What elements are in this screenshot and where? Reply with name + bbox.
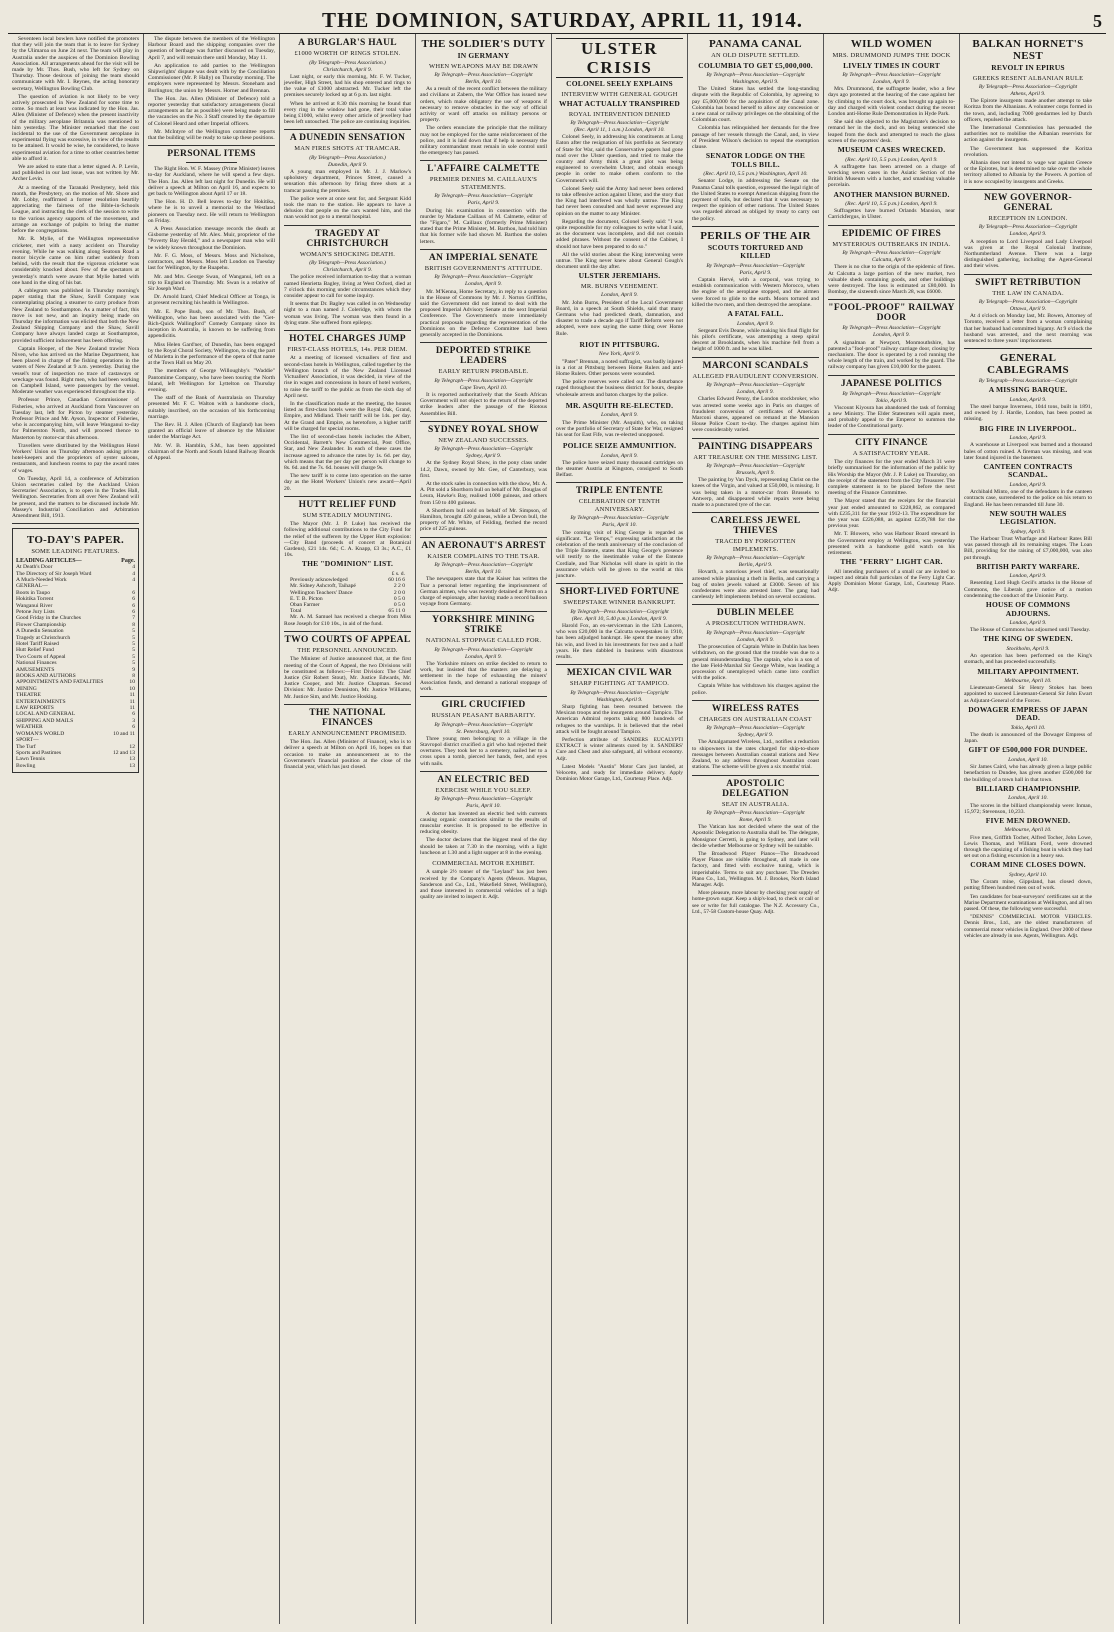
paragraph: Mr. McIntyre of the Wellington committee reports that the building will be ready to take up these positions. <box>148 128 275 142</box>
toc-row: Hotel Tariff Raised 5 <box>16 641 135 648</box>
article-soldier: THE SOLDIER'S DUTY IN GERMANY WHEN WEAPONS MAY BE DRAWN By Telegraph—Press Association—Copyright Berlin, April 10. As a result of the recent conflict between the military and civilians at Zabern, the War Office has issued new orders, which make obligatory the use of weapons if necessary to remove obstacles in the way of official activity or ward off attacks on military persons or property. The orders enunciate the principle that the military may not be employed for the same reinforcement of the police, and it is laid down that if help is necessary the military commandant must remain in sole control until the emergency has passed. <box>420 38 547 157</box>
paragraph: At a meeting of the Taranaki Presbytery, held this month, the Presbytery, on the motion of Mr. Shore and Mr. Lobby, reaffirmed a former resolution heartily appreciating the fairness of the Bible-in-Schools League, and instructing the clerk of the session to write to the various agency supports of the movement, and arrange an exchange of pulpits to bring the matter before the congregations. <box>12 184 139 235</box>
article-headline: PERSONAL ITEMS <box>167 149 256 160</box>
article-headline: BALKAN HORNET'S NEST <box>972 38 1084 62</box>
cablegram-item: GIFT OF £500,000 FOR DUNDEE. London, April 10. Sir James Caird, who has already given a large public benefaction to Dundee, has given another £500,000 for the building of a town hall in that town. <box>964 745 1092 783</box>
column-1 <box>8 34 144 1624</box>
fund-row: Mr. Sidney Ashcroft, Taihapé 2 2 0 <box>290 583 405 590</box>
cablegram-item: BIG FIRE IN LIVERPOOL. London, April 9. A warehouse at Liverpool was burned and a thousand bales of cotton ruined. A fireman was missing, and was later found injured in the basement. <box>964 423 1092 461</box>
toc-row: Bowling 13 <box>16 762 135 769</box>
fund-row: Wellington Teachers' Dance 2 0 0 <box>290 589 405 596</box>
article-crucified: GIRL CRUCIFIED RUSSIAN PEASANT BARBARITY. By Telegraph—Press Association—Copyright St. Petersburg, April 10. Three young men belonging to a village in the Stavropol district crucified a girl who had rejected their overtures. They took her to a cemetery, nailed her to a cross upon a tomb, pierced her hands, feet, and eyes with nails. <box>420 700 547 767</box>
paragraph: The members of George Willoughby's "Waddie" Pantomime Company, who have been touring the North Island, left Wellington for Lyttelton on Thursday evening. <box>148 368 275 393</box>
toc-row: Hutt Relief Fund 5 <box>16 647 135 654</box>
toc-row: WOMAN'S WORLD 10 and 11 <box>16 730 135 737</box>
cablegram-item: BRITISH PARTY WARFARE. London, April 9. Resenting Lord Hugh Cecil's attacks in the House of Commons, the Liberals gave notice of a motion condemning the conduct of the Unionist Party. <box>964 561 1092 599</box>
toc-row: THEATRE 11 <box>16 692 135 699</box>
toc-row: Hokitika Torrent 6 <box>16 596 135 603</box>
article-senate: AN IMPERIAL SENATE BRITISH GOVERNMENT'S ATTITUDE. By Telegraph—Press Association—Copyright London, April 9. Mr. M'Kenna, Home Secretary, in reply to a question in the House of Commons by Mr. J. Norton Griffiths, said the Government did not intend to deal with the proposed Imperial Advisory Senate at the next Imperial Conference. The Government's more immediately practical proposals regarding the representation of the Dominions on the Defence Committee had been generally accepted in the Dominions. <box>420 252 547 338</box>
article-railway-door: "FOOL-PROOF" RAILWAY DOOR By Telegraph—Press Association—Copyright London, April 9. A signalman at Newport, Monmouthshire, has patented a "fool-proof" railway carriage door, closing by mechanism. The door is operated by a rod running the whole length of the train, and worked by the guard. The railway company has given £10,000 for the patent. <box>828 303 955 371</box>
advertisement: COMMERCIAL MOTOR EXHIBIT. A sample 2½ tonner of the "Leyland" has just been received by the Company's Agents (Messrs. Magnus, Sanderson and Co., Ltd., Wakefield Street, Wellington), and those interested in commercial vehicles of a high quality are invited to inspect it. Adjt. <box>420 859 547 901</box>
advertisement: All intending purchasers of a small car are invited to inspect and obtain full particulars of the Ferry Light Car. Apply Dominion Motor Garage, Ltd., Courtenay Place. Adjt. <box>828 568 955 594</box>
article-headline: GENERAL CABLEGRAMS <box>987 352 1069 377</box>
masthead <box>8 6 1106 34</box>
article-balkan: BALKAN HORNET'S NEST REVOLT IN EPIRUS GREEKS RESENT ALBANIAN RULE By Telegraph—Press Association—Copyright Athens, April 9. The Epirote insurgents made another attempt to take Koritza from the Albanians. A volunteer corps formed in the town, and, including 7000 gendarmes led by Dutch officers, repulsed the attack. The International Commission has persuaded the authorities not to mobilise the Albanian reservists for action against the insurgents. The Government has suppressed the Koritza revolution. Albania does not intend to wage war against Greece or the Epirotes, but is determined to take over the whole territory allotted to Albania by the Powers. A portion of it is now occupied by insurgents and Greeks. <box>964 38 1092 185</box>
article-headline: THE NATIONAL FINANCES <box>309 707 386 728</box>
article-jewel-thieves: CARELESS JEWEL THIEVES TRACED BY FORGOTTEN IMPLEMENTS. By Telegraph—Press Association—Copyright Berlin, April 9. Hovarth, a notorious jewel thief, was sensationally arrested while planning a theft in Berlin, and carrying a bag of stolen jewels valued at £3000. Seven of his confederates were also arrested later. The gang had carelessly left implements behind on several occasions. <box>692 516 819 601</box>
article-ulster: ULSTER CRISIS COLONEL SEELY EXPLAINS INTERVIEW WITH GENERAL GOUGH WHAT ACTUALLY TRANSPIRED ROYAL INTERVENTION DENIED By Telegraph—Press Association—Copyright (Rec. April 11, 1 a.m.) London, April 10. Colonel Seely, in addressing his constituents at Long Eaton after the resignation of his portfolio as Secretary of State for War, said the Conservative papers had gone mad over the Ulster question, and tried to make the country and Army think a great plot was being engineered to overwhelm Ulster, and obtain enough people in order to make others conform to the Government's will. Colonel Seely said the Army had never been ordered to take offensive action against Ulster, and the story that the King had interfered was wholly untrue. The King had never been consulted and had never expressed any opinion on the matter to any Minister. Regarding the document, Colonel Seely said: "I was quite responsible for my colleagues to write what I said, as the document was incomplete, and did not contain added phrases. Without the consent of the Cabinet, I should not have been prepared to do so." All the wild stories about the King intervening were untrue. The King never knew about General Gough's document until the day after. ULSTER JEREMIAHS. MR. BURNS VEHEMENT. London, April 9. Mr. John Burns, President of the Local Government Board, in a speech at South Shields, said that many Germans who had predicted death, damnation, and disaster to trade a decade ago if Tariff Reform were not adopted, were now saying the same thing over Home Rule. <box>556 39 683 337</box>
paragraph: Mr. and Mrs. George Swan, of Wanganui, left on a trip to England on Thursday. Mr. Swan is a relative of Sir Joseph Ward. <box>148 273 275 292</box>
article-governor: NEW GOVERNOR-GENERAL RECEPTION IN LONDON. By Telegraph—Press Association—Copyright London, April 9. A reception to Lord Liverpool and Lady Liverpool was given at the Royal Colonial Institute, Northumberland Avenue. There was a large distinguished gathering, including the Agent-General and their wives. <box>964 192 1092 270</box>
article-apostolic: APOSTOLIC DELEGATION SEAT IN AUSTRALIA. By Telegraph—Press Association—Copyright Rome, April 9. The Vatican has not decided where the seat of the Apostolic Delegation to Australia shall be. The delegate, Monsignor Cerretti, is going to Sydney, and later will decide whether Melbourne or Sydney will be suitable. The Broadwood Player Pianos—The Broadwood Player Pianos are visible throughout, all made in one factory, and fitted with exclusive tuning, which is imperishable. Terms to suit any purchaser. The Dresden Piano Co., Ltd., Wellington. M. J. Brookes, North Island Manager. Adjt. More pleasure, more labour by checking your supply of home-grown sugar. Keep a ship's-load, to check or call or see or write for full catalogue. The N.Z. Accessory Co., Ltd., 57-58 Custom-house Quay. Adjt. <box>692 778 819 915</box>
article-headline: DEPORTED STRIKE LEADERS <box>435 346 532 367</box>
article-entente: TRIPLE ENTENTE CELEBRATION OF TENTH ANNIVERSARY. By Telegraph—Press Association—Copyright Paris, April 10. The coming visit of King George is regarded as significant. "Le Temps," expressing satisfaction at the celebration of the tenth anniversary of the conclusion of the Triple Entente, states that King George's presence will testify to the inestimable value of the Entente Cordiale, and Tsar Nicholas will share in spirit in the assurance which will be given to the world at this juncture. <box>556 486 683 580</box>
article-headline: AN AERONAUT'S ARREST <box>421 540 546 551</box>
toc-row: The Turf 12 <box>16 743 135 750</box>
cablegram-item: CANTEEN CONTRACTS SCANDAL. London, April 9. Archibald Minto, one of the defendants in the canteen contracts case, surrendered to the police on his return to England. He has been remanded till June 30. <box>964 461 1092 508</box>
article-headline: HUTT RELIEF FUND <box>298 499 397 510</box>
shipping-news <box>148 36 275 141</box>
toc-row: Good Friday in the Churches 7 <box>16 615 135 622</box>
toc-row: Petone Jury Lists 6 <box>16 608 135 615</box>
toc-row: LOCAL AND GENERAL 6 <box>16 711 135 718</box>
fund-row: Oban Farmer 0 5 0 <box>290 601 405 608</box>
todays-paper-subtitle: SOME LEADING FEATURES. <box>31 548 120 556</box>
toc-row: AMUSEMENTS 9 <box>16 666 135 673</box>
article-calmette: L'AFFAIRE CALMETTE PREMIER DENIES M. CAILLAUX'S STATEMENTS. By Telegraph—Press Association—Copyright Paris, April 9. During his examination in connection with the murder by Madame Caillaux of M. Calmette, editor of the "Figaro," M. Caillaux (formerly Prime Minister) stated that the Prime Minister, M. Barthou, had told him that his former wife had shown M. Barthou the stolen letters. <box>420 164 547 245</box>
article-headline: JAPANESE POLITICS <box>840 378 943 389</box>
advertisement: The Broadwood Player Pianos—The Broadwood Player Pianos are visible throughout, all made in one factory, and fitted with exclusive tuning, which is imperishable. Terms to suit any purchaser. The Dresden Piano Co., Ltd., Wellington. M. J. Brookes, North Island Manager. Adjt. <box>692 851 819 889</box>
article-retribution: SWIFT RETRIBUTION THE LAW IN CANADA. By Telegraph—Press Association—Copyright Ottawa, April 9. At 4 o'clock on Monday last, Mr. Bowen, Attorney of Toronto, received a letter from a woman complaining that her husband had committed bigamy. At 9 o'clock the husband was arrested, and the next morning was sentenced to three years' imprisonment. <box>964 277 1092 345</box>
fund-row: Previously acknowledged 60 16 6 <box>290 577 405 584</box>
article-yorkshire: YORKSHIRE MINING STRIKE NATIONAL STOPPAGE CALLED FOR. By Telegraph—Press Association—Copyright London, April 9. The Yorkshire miners on strike decided to return to work, but insisted that the masters are delaying a settlement in the hope of exhausting the miners' Association funds, and demand a national stoppage of work. <box>420 615 547 692</box>
article-japanese: JAPANESE POLITICS By Telegraph—Press Association—Copyright Tokio, April 9. Viscount Kiyoura has abandoned the task of forming a new Ministry. The Elder Statesmen will again meet, and probably appeal to the Emperor to summon the leader of the Constitutional party. <box>828 378 955 430</box>
article-headline: CARELESS JEWEL THIEVES <box>710 516 801 537</box>
paragraph: Travellers were distributed by the Wellington Hotel Workers' Union on Thursday afternoon asking private hotel-keepers and the proprietors of oyster saloons, restaurants, and luncheon rooms to pay the award rates of wages. <box>12 442 139 474</box>
divider <box>12 523 139 524</box>
article-hutt-fund: HUTT RELIEF FUND SUM STEADILY MOUNTING. The Mayor (Mr. J. P. Luke) has received the following additional contributions to the City Fund for the relief of the sufferers by the Upper Hutt explosion:—City Band (proceeds of concert at Botanical Gardens), £21 14s. 6d.; C. A. Knapp, £3 3s.; A.C., £1 10s. THE "DOMINION" LIST. £ s. d. Previously acknowledged 60 16 6 Mr. Sidney Ashcroft, Taihapé 2 2 0 Wellington Teachers' Dance 2 0 0 E. T. B. Picton 0 5 0 Oban Farmer 0 5 0 Total 65 11 0 Mr. A. M. Samuel has received a cheque from Miss Rose Joseph for £10 10s., in aid of the fund. <box>284 499 411 627</box>
masthead-title: THE DOMINION, SATURDAY, APRIL 11, 1914. <box>321 8 804 32</box>
article-personal-items <box>148 149 275 461</box>
article-headline: DUBLIN MELEE <box>716 608 795 619</box>
article-police: POLICE SEIZE AMMUNITION. London, April 9. The police have seized many thousand cartridges on the steamer Austria at Kingston, consigned to South Belfast. <box>556 441 683 479</box>
advertisement: "DENNIS" COMMERCIAL MOTOR VEHICLES. Dennis Bros., Ltd., are the oldest manufacturers of commercial motor vehicles in England. Over 2000 of these vehicles are already in use. Agents, Wellington. Adjt. <box>964 914 1092 939</box>
paragraph: On Tuesday, April 14, a conference of Arbitration Union secretaries called by the Auckland Union Secretaries' Association, is to open in the Trades Hall, Wellington. Secretaries from all over New Zealand will be present, and the matters to be discussed include Mr. Massey's Industrial Conciliation and Arbitration Amendment Bill, 1913. <box>12 475 139 520</box>
article-wild-women: WILD WOMEN MRS. DRUMMOND JUMPS THE DOCK LIVELY TIMES IN COURT By Telegraph—Press Association—Copyright London, April 9. Mrs. Drummond, the suffragette leader, who a few days ago protested at the hearing of the case against her by climbing to the court dock, was brought up again to-day and charged with violent conduct during the recent London anti-Home Rule Demonstration in Hyde Park. She said she objected to the Magistrate's decision to remand her in the dock, and on being sentenced she leaped from the dock and attempted to reach the glass screen of the reporters' desk. MUSEUM CASES WRECKED. (Rec. April 10, 5.5 p.m.) London, April 9. A suffragette has been arrested on a charge of wrecking seven cases in the Asiatic Section of the British Museum with a hatchet, and smashing valuable porcelain. ANOTHER MANSION BURNED. (Rec. April 10, 5.5 p.m.) London, April 9. Suffragettes have burned Orlands Mansion, near Carrickfergus, in Ulster. <box>828 38 955 221</box>
advertisement: More pleasure, more labour by checking your supply of home-grown sugar. Keep a ship's-load, to check or call or see or write for full catalogue. The N.Z. Accessory Co., Ltd., 57-58 Custom-house Quay. Adjt. <box>692 890 819 915</box>
todays-paper-box <box>12 528 139 773</box>
article-headline: GIRL CRUCIFIED <box>441 700 526 711</box>
article-dublin: DUBLIN MELEE A PROSECUTION WITHDRAWN. By Telegraph—Press Association—Copyright London, April 9. The prosecution of Captain White in Dublin has been withdrawn, on the ground that the trouble was due to a general misunderstanding. The captain, who is a son of the late Field-Marshal Sir George White, was leading a procession of unemployed which came into conflict with the police. Captain White has withdrawn his charges against the police. <box>692 608 819 696</box>
fund-list <box>284 577 411 614</box>
article-headline: TRAGEDY AT CHRISTCHURCH <box>306 228 389 249</box>
paragraph: Mr. R. Mylie, of the Wellington representative cricketer, met with a nasty accident on Thursday evening. While he was walking along Seatoun Road a motor bicycle came on him rather suddenly from behind, with the result that the vigorous cricketer was considerably knocked about. Few of the spectators at yesterday's match were aware that Mylie batted with one hand in the sling of his bat. <box>12 236 139 286</box>
paragraph: A Press Association message records the death at Gisborne yesterday of Mr. Alex. Muir, proprietor of the "Poverty Bay Herald," and a newspaper man who will be widely known throughout the Dominion. <box>148 226 275 251</box>
paragraph: Miss Helen Gard'ner, of Dunedin, has been engaged by the Royal Choral Society, Wellington, to sing the part of Marietta in the performance of the opera of that name at the Town Hall on May 20. <box>148 341 275 367</box>
todays-paper-title: TO-DAY'S PAPER. <box>26 534 125 547</box>
article-headline: AN ELECTRIC BED <box>437 774 530 785</box>
paragraph: A cablegram was published in Thursday morning's paper stating that the Shaw, Savill Company was contemplating placing a steamer to carry produce from New Zealand to Southampton. As a matter of fact, this move is not new, and an inquiry being made on Thursday the information was elicited that both the New Zealand Shipping Company and the Shaw, Savill Company have always landed cargo at Southampton, provided sufficient inducement has been offering. <box>12 287 139 344</box>
paragraph: Mr. E. Pope Bush, son of Mr. Thos. Bush, of Wellington, who has been associated with the "Get-Rich-Quick Wallingford" Comedy Company since its inception in Australia, is known to be suffering from appendicitis. <box>148 308 275 340</box>
article-tragedy: TRAGEDY AT CHRISTCHURCH WOMAN'S SHOCKING DEATH. (By Telegraph—Press Association.) Christchurch, April 9. The police received information to-day that a woman named Henrietta Bagley, living at West Oxford, died at 7 o'clock this morning under circumstances which they consider appear to call for some inquiry. It seems that Dr. Bagley was called in on Wednesday night to a man named J. Coleridge, with whom the woman was living. The woman was then found in a dying state. She suffered from epilepsy. <box>284 228 411 326</box>
columns <box>8 34 1106 1624</box>
article-marconi: MARCONI SCANDALS ALLEGED FRAUDULENT CONVERSION. By Telegraph—Press Association—Copyright London, April 9. Charles Edward Penny, the London stockbroker, who was arrested some weeks ago in Paris on charges of fraudulent conversion of certificates of American Marconi shares, appeared on remand at the Mansion House Police Court to-day. The charges against him were considerably varied. <box>692 360 819 434</box>
fund-row: E. T. B. Picton 0 5 0 <box>290 595 405 602</box>
article-headline: WIRELESS RATES <box>711 703 800 714</box>
toc-row: A Much-Needed Work 4 <box>16 576 135 583</box>
cablegram-item: FIVE MEN DROWNED. Melbourne, April 10. Five men, Griffith Tocher, Alfred Tocher, John Lowe, Lewis Thomas, and William Ford, were drowned through the capsizing of a fishing boat in which they had set out on a fishing excursion in a heavy sea. <box>964 815 1092 860</box>
paragraph: Mr. W. B. Hamblin, S.M., has been appointed chairman of the North and South Island Railway Boards of Appeal. <box>148 442 275 461</box>
article-headline: YORKSHIRE MINING STRIKE <box>432 615 535 636</box>
toc-row: SPORT— <box>16 737 39 744</box>
toc-row: Sports and Pastimes 12 and 13 <box>16 749 135 756</box>
article-asquith: MR. ASQUITH RE-ELECTED. London, April 9. The Prime Minister (Mr. Asquith), who, on taking over the portfolio of Secretary of State for War, resigned his seat for East Fife, was re-elected unopposed. <box>556 400 683 438</box>
article-mexican: MEXICAN CIVIL WAR SHARP FIGHTING AT TAMPICO. By Telegraph—Press Association—Copyright Washington, April 9. Sharp fighting has been resumed between the Mexican troops and the insurgents around Tampico. The American Admiral reports taking 800 hundreds of refugees to the warships. It is believed that the rebel attack will be fought around Tampico. Perfection attribute of SANDERS EUCALYPTI EXTRACT is winter ailments cured by it. SANDERS' Cure and Chest and also safeguard, all without economy. Adjt. Latest Models "Austin" Motor Cars just landed, at Velocette, and ready for immediate delivery. Apply Dominion Motor Garage, Ltd., Courtenay Place. Adjt. <box>556 668 683 783</box>
paragraph: The Rev. H. J. Allen (Church of England) has been granted an official leave of absence by the Minister under the Marriage Act. <box>148 421 275 441</box>
toc-row: GENERAL— <box>16 583 48 590</box>
toc-row: WEATHER 6 <box>16 724 135 731</box>
toc-row: A Dunedin Sensation 5 <box>16 628 135 635</box>
paragraph: Seventeen local bowlers have notified the promoters that they will join the team that is to leave for Sydney by the Ulimaroa on June 24 next. The team will play in Australia under the auspices of the Dominion Bowling Association. All arrangements ahead for the visit will be made by Mr. Thos. Bush, who left for Sydney on Thursday. Those desirous of joining the team should communicate with Mr. I. Reynes, the acting honorary secretary, Wellington Bowling Club. <box>12 36 139 92</box>
article-electric-bed: AN ELECTRIC BED EXERCISE WHILE YOU SLEEP. By Telegraph—Press Association—Copyright Paris, April 10. A doctor has invented an electric bed with currents causing organic contractions similar to the results of muscular exercise. It is proposed to be effective in reducing obesity. The doctor declares that the biggest meal of the day should be taken at 7.30 in the morning, with a light luncheon at 1.30 and a light supper at 8 in the evening. <box>420 774 547 856</box>
page-number: 5 <box>1093 11 1102 31</box>
article-headline: SWIFT RETRIBUTION <box>975 277 1081 288</box>
article-dunedin: A DUNEDIN SENSATION MAN FIRES SHOTS AT TRAMCAR. (By Telegraph—Press Association.) Dunedin, April 9. A young man employed in Mr. J. J. Marlow's upholstery department, Princes Street, caused a sensation this afternoon by firing three shots at a tramcar passing the premises. The police were at once sent for, and Sergeant Kidd took the man to the station. He appears to have a delusion that people on the cars wanted him, and the man would not go to a mental hospital. <box>284 133 411 221</box>
article-royal-show: SYDNEY ROYAL SHOW NEW ZEALAND SUCCESSES. By Telegraph—Press Association—Copyright Sydney, April 9. At the Sydney Royal Show, in the pony class under 14.2, Dawn, owned by Mr. Gee, of Canterbury, was first. At the stock sales in connection with the show, Mr. A. A. Pitt sold a Shorthorn bull on behalf of Mr. Douglas of Leura, Hawke's Bay, realised 1000 guineas, and others from 150 to 400 guineas. A Shorthorn bull sold on behalf of Mr. Simpson, of Hamilton, brought 420 guineas, while a Devon bull, the property of Mr. White, of Feilding, fetched the record price of 225 guineas. <box>420 424 547 533</box>
article-headline: L'AFFAIRE CALMETTE <box>427 164 540 175</box>
article-cablegrams: GENERAL CABLEGRAMS By Telegraph—Press Association—Copyright A MISSING BARQUE. London, April 9. The steel barque Inverness, 1044 tons, built in 1891, and owned by J. Hardie, London, has been posted as missing. BIG FIRE IN LIVERPOOL. London, April 9. A warehouse at Liverpool was burned and a thousand bales of cotton ruined. A fireman was missing, and was later found injured in the basement. CANTEEN CONTRACTS SCANDAL. London, April 9. Archibald Minto, one of the defendants in the canteen contracts case, surrendered to the police on his return to England. He has been remanded till June 30. NEW SOUTH WALES LEGISLATION. Sydney, April 9. The Harbour Trust Wharfage and Harbour Rates Bill was passed through all its remaining stages. The Loan Bill, providing for the raising of £7,000,000, was also put through. BRITISH PARTY WARFARE. London, April 9. Resenting Lord Hugh Cecil's attacks in the House of Commons, the Liberals gave notice of a motion condemning the conduct of the Unionist Party. HOUSE OF COMMONS ADJOURNS. London, April 9. The House of Commons has adjourned until Tuesday. THE KING OF SWEDEN. Stockholm, April 9. An operation has been performed on the King's stomach, and has proceeded successfully. MILITARY APPOINTMENT. Melbourne, April 10. Lieutenant-General Sir Henry Stokes has been appointed to succeed Lieutenant-General Sir John Ewart as Adjutant-General of the Forces. DOWAGER EMPRESS OF JAPAN DEAD. Tokio, April 10. The death is announced of the Dowager Empress of Japan. GIFT OF £500,000 FOR DUNDEE. London, April 10. Sir James Caird, who has already given a large public benefaction to Dundee, has given another £500,000 for the building of a town hall in that town. BILLIARD CHAMPIONSHIP. London, April 10. The scores in the billiard championship were: Inman, 15,972; Stevenson, 10,233. FIVE MEN DROWNED. Melbourne, April 10. Five men, Griffith Tocher, Alfred Tocher, John Lowe, Lewis Thomas, and William Ford, were drowned through the capsizing of a fishing boat in which they had set out on a fishing excursion in a heavy sea. CORAM MINE CLOSES DOWN. Sydney, April 10. The Coram mine, Gippsland, has closed down, putting fifteen hundred men out of work. Ten candidates for boat-surveyors' certificates sat at the Marine Department examinations at Wellington, and all ten passed. Of these, the following were successful. "DENNIS" COMMERCIAL MOTOR VEHICLES. Dennis Bros., Ltd., are the oldest manufacturers of commercial motor vehicles in England. Over 2000 of these vehicles are already in use. Agents, Wellington. Adjt. <box>964 352 1092 939</box>
article-headline: A BURGLAR'S HAUL <box>298 38 397 48</box>
paragraph: The dispute between the members of the Wellington Harbour Board and the shipping companies over the question of berthage was further discussed on Tuesday, April 7, and will remain there until Monday, May 11. <box>148 36 275 61</box>
article-aeronaut: AN AERONAUT'S ARREST KAISER COMPLAINS TO THE TSAR. By Telegraph—Press Association—Copyright Berlin, April 10. The newspapers state that the Kaiser has written the Tsar a personal letter regarding the imprisonment of German airmen, who was recently detained at Perm on a charge of espionage, after having made a record balloon voyage from Germany. <box>420 540 547 608</box>
article-wireless: WIRELESS RATES CHARGES ON AUSTRALIAN COAST By Telegraph—Press Association—Copyright Sydney, April 9. The Amalgamated Wireless, Ltd., notifies a reduction to shipowners in the rates charged for ship-to-shore messages between Australian coastal stations and New Zealand, to any address throughout Australian coast stations. The scheme will be given a six months' trial. <box>692 703 819 771</box>
toc-row: Lawn Tennis 13 <box>16 756 135 763</box>
paragraph: The Hon. Jas. Allen (Minister of Defence) told a reporter yesterday that satisfactory arrangements (local arrangements as far as possible) were being made to fill the vacancies on the No. 3 Staff created by the departure of Colonel Heard and other Imperial officers. <box>148 95 275 127</box>
article-fires: EPIDEMIC OF FIRES MYSTERIOUS OUTBREAKS IN INDIA. By Telegraph—Press Association—Copyright Calcutta, April 9. There is no clue to the origin of the epidemic of fires. At Calcutta a large portion of the new market, two valuable sheds containing goods, and other buildings were destroyed. The loss is estimated at £80,000. In Bombay, the sixteenth since March 28, was £6000. <box>828 228 955 296</box>
column-7 <box>824 34 960 1624</box>
toc-row: National Finances 5 <box>16 660 135 667</box>
toc-row: At Death's Door 4 <box>16 564 135 571</box>
article-finances: THE NATIONAL FINANCES EARLY ANNOUNCEMENT PROMISED. The Hon. Jas. Allen (Minister of Finance), who is to deliver a speech at Milton on April 16, hopes on that occasion to make an announcement as to the Government's financial position at the close of the financial year, which has just closed. <box>284 707 411 771</box>
advertisement: Latest Models "Austin" Motor Cars just landed, at Velocette, and ready for immediate delivery. Apply Dominion Motor Garage, Ltd., Courtenay Place. Adjt. <box>556 763 683 783</box>
toc-row: MINING 10 <box>16 685 135 692</box>
paragraph: An application to add parties to the Wellington Shipwrights' dispute was dealt with by the Conciliation Commissioner (Mr. P. Hally) on Thursday morning. The employers were represented by Messrs. Stoneham and Burlington; the union by Messrs. Horner and Brennan. <box>148 62 275 94</box>
article-panama: PANAMA CANAL AN OLD DISPUTE SETTLED. COLUMBIA TO GET £5,000,000. By Telegraph—Press Association—Copyright Washington, April 9. The United States has settled the long-standing dispute with the Republic of Colombia, by agreeing to pay £5,000,000 for the acquisition of the Canal zone. Colombia has bound herself to allow any concession or a new canal or railway privileges on the obtaining of the Colombian court. Colombia has relinquished her demands for the free passage of her vessels through the Canal, and, in view of President Wilson's decision to repeal the exemption clause. SENATOR LODGE ON THE TOLLS BILL. (Rec. April 10, 5.5 p.m.) Washington, April 10. Senator Lodge, in addressing the Senate on the Panama Canal tolls question, expressed the legal right of the United States to exempt American shipping from the payment of tolls, but declared that it was necessary to respect the opinion of other nations. The United States was regarded abroad as obliged by treaty to carry out the policy. <box>692 38 819 222</box>
toc-header: LEADING ARTICLES— Page. <box>16 557 135 564</box>
toc-row: Flower Championship 8 <box>16 621 135 628</box>
article-burglar: A BURGLAR'S HAUL £1000 WORTH OF RINGS STOLEN. (By Telegraph—Press Association.) Christchurch, April 9. Last night, or early this morning, Mr. F. W. Tucker, jeweller, High Street, had his shop entered and rings to the value of £1000 abstracted. Mr. Tucker left the premises securely locked up at 6 p.m. last night. When he arrived at 8.30 this morning he found that every ring in the window had gone, their total value being £1000, whilst every other article of jewellery had been left untouched. The police are continuing inquiries. <box>284 38 411 126</box>
toc-row: BOOKS AND AUTHORS 8 <box>16 673 135 680</box>
toc-list <box>16 564 135 769</box>
article-headline: "FOOL-PROOF" RAILWAY DOOR <box>828 303 955 324</box>
paragraph: The Right Hon. W. F. Massey (Prime Minister) leaves to-day for Auckland, where he will spend a few days. The Hon. Jas. Allen left last night for Dunedin. He will deliver a speech at Milton on April 16, and expects to get back to Wellington about April 17 or 18. <box>148 166 275 198</box>
article-headline: APOSTOLIC DELEGATION <box>722 778 789 799</box>
cablegram-item: NEW SOUTH WALES LEGISLATION. Sydney, April 9. The Harbour Trust Wharfage and Harbour Rates Bill was passed through all its remaining stages. The Loan Bill, providing for the raising of £7,000,000, was also put through. <box>964 508 1092 561</box>
article-headline: SYDNEY ROYAL SHOW <box>427 424 540 435</box>
toc-row: Two Courts of Appeal 5 <box>16 653 135 660</box>
article-headline: SHORT-LIVED FORTUNE <box>559 587 680 598</box>
article-headline: THE SOLDIER'S DUTY <box>421 38 546 50</box>
article-perils: PERILS OF THE AIR SCOUTS TORTURED AND KILLED By Telegraph—Press Association—Copyright Paris, April 9. Captain Hervé, with a corporal, was trying to establish communication with Western Morocco, when the engine of the aeroplane stopped, and the airmen were forced to glide to the earth. Moors tortured and killed the two men, and then destroyed the aeroplane. A FATAL FALL. London, April 9. Sergeant Evis Deane, while making his final flight for his pilot's certificate, was attempting a steep spiral descent at Brooklands, when his machine fell from a height of 1000 ft. and he was killed. <box>692 229 819 353</box>
article-fortune: SHORT-LIVED FORTUNE SWEEPSTAKE WINNER BANKRUPT. By Telegraph—Press Association—Copyright (Rec. April 10, 5.40 p.m.) London, April 9. Harold Fox, an ex-serviceman in the 12th Lancers, who won £20,000 in the Calcutta sweepstakes in 1910, has been adjudged bankrupt. He spent the money after his win, and lived in his investments for two and a half years. He then dabbled in business with disastrous results. <box>556 587 683 660</box>
article-headline: TWO COURTS OF APPEAL <box>284 634 411 645</box>
article-headline: EPIDEMIC OF FIRES <box>841 228 942 239</box>
paragraph: Professor Prince, Canadian Commissioner of Fisheries, who arrived at Auckland from Vancouver on Tuesday last, left for Picton by steamer yesterday. Professor Prince and Mr. Ayson, Inspector of Fisheries, who is accompanying him, will leave Wanganui to-day for Palmerston North, and will proceed thence to Masterton by motor-car this afternoon. <box>12 397 139 441</box>
article-headline: PANAMA CANAL <box>709 38 802 50</box>
article-headline: A DUNEDIN SENSATION <box>289 133 406 144</box>
cablegram-item: CORAM MINE CLOSES DOWN. Sydney, April 10. The Coram mine, Gippsland, has closed down, putting fifteen hundred men out of work. <box>964 860 1092 892</box>
advertisement: Perfection attribute of SANDERS EUCALYPTI EXTRACT is winter ailments cured by it. SANDERS' Cure and Chest and also safeguard, all without economy. Adjt. <box>556 736 683 762</box>
column-3 <box>280 34 416 1624</box>
toc-row: Tragedy at Christchurch 5 <box>16 634 135 641</box>
cablegram-item: HOUSE OF COMMONS ADJOURNS. London, April 9. The House of Commons has adjourned until Tuesday. <box>970 600 1091 634</box>
paragraph: The staff of the Bank of Australasia on Thursday presented Mr. F. C. Walton with a handsome clock, suitably inscribed, on the occasion of his forthcoming marriage. <box>148 395 275 420</box>
article-courts: TWO COURTS OF APPEAL THE PERSONNEL ANNOUNCED. The Minister of Justice announced that, at the first meeting of the Court of Appeal, the two Divisions will be constituted as follows:—First Division: The Chief Justice (Sir Robert Stout), Mr. Justice Edwards, Mr. Justice Cooper, and Mr. Justice Chapman. Second Division: Mr. Justice Denniston, Mr. Justice Williams, Mr. Justice Sim, and Mr. Justice Hosking. <box>284 634 411 700</box>
toc-row: APPOINTMENTS AND FATALITIES 10 <box>16 679 135 686</box>
paragraph: Captain Hooper, of the New Zealand trawler Nora Niven, who has arrived on the Marine Department, has been placed in charge of the fishing operations in the waters of New Zealand at 9 a.m. yesterday. During the vessel's tour of inspection no trace of castaways or wreckage was found. Right men, who had been working on Campbell Island, were passengers by the vessel. Moderate weather was experienced throughout the trip. <box>12 345 139 396</box>
cablegram-item: BILLIARD CHAMPIONSHIP. London, April 10. The scores in the billiard championship were: Inman, 15,972; Stevenson, 10,233. <box>964 783 1092 815</box>
toc-row: Boots in Taupo 6 <box>16 589 135 596</box>
toc-row: Wanganui River 6 <box>16 602 135 609</box>
column-8 <box>960 34 1096 1624</box>
cablegram-item: A MISSING BARQUE. London, April 9. The steel barque Inverness, 1044 tons, built in 1891, and owned by J. Hardie, London, has been posted as missing. <box>964 385 1092 423</box>
article-headline: CITY FINANCE <box>855 437 928 448</box>
column-6 <box>688 34 824 1624</box>
fund-row: Total 65 11 0 <box>290 608 405 615</box>
cablegram-item: DOWAGER EMPRESS OF JAPAN DEAD. Tokio, April 10. The death is announced of the Dowager Empress of Japan. <box>964 704 1092 745</box>
article-hotel: HOTEL CHARGES JUMP FIRST-CLASS HOTELS, 14s. PER DIEM. At a meeting of licensed victuallers of first and second-class hotels in Wellington, called together by the Wellington branch of the New Zealand Licensed Victuallers' Association, it was decided, in view of the rise in wages and concessions in hours of hotel workers, to raise the tariff to the public as from the sixth day of April next. In the classification made at the meeting, the houses listed as first-class hotels were the Royal Oak, Grand, Empire, and Midland. Their tariff will be 14s. per day. At the Grand and Empire, as heretofore, a higher tariff will be charged for special rooms. The list of second-class hotels includes the Albert, Occidental, Barrett's New Commercial, Post Office, Star, and New Zealander. In each of these cases the increase agreed to advance the rates by 1s. 6d. per day, which means that the per day per person will change to 8s. 6d. and the 7s. 6d. houses will charge 9s. The new tariff is to come into operation on the same day as the Hotel Workers' Union's new award—April 20. <box>284 333 411 492</box>
article-headline: ULSTER CRISIS <box>556 38 683 78</box>
article-headline: PAINTING DISAPPEARS <box>698 441 813 452</box>
paragraph: The Hon. H. D. Bell leaves to-day for Hokitika, where he is to unveil a memorial to the Westland pioneers on Tuesday next. He will return to Wellington on Friday. <box>148 199 275 224</box>
paragraph: Mr. F. G. Moss, of Messrs. Moss and Nicholson, contractors, and Messrs. Moss left London on Tuesday last for Wellington, by the Ruapehu. <box>148 252 275 272</box>
article-headline: MARCONI SCANDALS <box>702 360 809 371</box>
article-headline: MEXICAN CIVIL WAR <box>566 668 673 679</box>
cablegram-item: THE KING OF SWEDEN. Stockholm, April 9. An operation has been performed on the King's stomach, and has proceeded successfully. <box>964 634 1092 666</box>
article-city-finance: CITY FINANCE A SATISFACTORY YEAR. The city finances for the year ended March 31 were briefly summarised for the information of the public by His Worship the Mayor (Mr. J. P. Luke) on Thursday, on the receipt of the statement from the City Treasurer. The complete statement is to be placed before the next meeting of the Finance Committee. The Mayor stated that the receipts for the financial year just ended amounted to £228,862, as compared with £235,311 for the year 1912-13. The expenditure for the year was £226,088, as against £239,788 for the previous year. Mr. T. Blowers, who was Harbour Board steward in the Government employ at Wellington, was yesterday presented with a handsome gold watch on his retirement. THE "FERRY" LIGHT CAR. All intending purchasers of a small car are invited to inspect and obtain full particulars of the Ferry Light Car. Apply Dominion Motor Garage, Ltd., Courtenay Place. Adjt. <box>828 437 955 594</box>
article-headline: AN IMPERIAL SENATE <box>428 252 539 263</box>
toc-row: LAW REPORTS 11 <box>16 705 135 712</box>
toc-row: SHIPPING AND MAILS 3 <box>16 717 135 724</box>
article-pittsburg: RIOT IN PITTSBURG. New York, April 9. "Pater" Brennan, a noted suffragist, was badly injured in a riot at Pittsburg between Home Rulers and anti-Home Rulers. Other persons were wounded. The police reserves were called out. The disturbance raged throughout the business district for hours, despite wholesale arrests and baton charges by the police. <box>556 339 683 398</box>
column-5 <box>552 34 688 1624</box>
paragraph: Dr. Arnold Izard, Chief Medical Officer at Tonga, is at present recruiting his health in Wellington. <box>148 294 275 307</box>
article-headline: NEW GOVERNOR-GENERAL <box>984 192 1072 213</box>
paragraph: We are asked to state that a letter signed A. P. Levin, and published in our last issue, was not written by Mr. Archer Levin. <box>12 164 139 183</box>
advertisement: Ten candidates for boat-surveyors' certificates sat at the Marine Department examinations at Wellington, and all ten passed. Of these, the following were successful. <box>964 893 1092 912</box>
article-painting: PAINTING DISAPPEARS ART TREASURE ON THE MISSING LIST. By Telegraph—Press Association—Copyright Brussels, April 9. The painting by Van Dyck, representing Christ on the knees of the Virgin, and valued at £50,000, is missing. It was being taken in a motor-car from Brussels to Antwerp, and disappeared while repairs were being made to a punctured tyre of the car. <box>692 441 819 509</box>
article-headline: TRIPLE ENTENTE <box>575 486 664 497</box>
local-news <box>12 36 139 519</box>
toc-row: ENTERTAINMENTS 11 <box>16 698 135 705</box>
cablegram-item: MILITARY APPOINTMENT. Melbourne, April 10. Lieutenant-General Sir Henry Stokes has been appointed to succeed Lieutenant-General Sir John Ewart as Adjutant-General of the Forces. <box>964 666 1092 704</box>
column-4 <box>416 34 552 1624</box>
cablegram-list <box>964 386 1092 891</box>
article-deported: DEPORTED STRIKE LEADERS EARLY RETURN PROBABLE. By Telegraph—Press Association—Copyright Cape Town, April 10. It is reported authoritatively that the South African Government will not object to the return of the deported strike leaders after the passage of the Riotous Assemblies Bill. <box>420 346 547 417</box>
article-headline: PERILS OF THE AIR <box>700 229 811 242</box>
article-headline: WILD WOMEN <box>850 38 933 50</box>
paragraph: The question of aviation is not likely to be very actively prosecuted in New Zealand for some time to come. So much at least was indicated by the Hon. Jas. Allen (Minister of Defence) when the present inactivity of the military aeroplane Britannia was mentioned to him yesterday. The Minister remarked that the cost incidental to the use of the Government aeroplane in experimental flying was excessive, in view of the results to be attained. It would be wise, he considered, to leave experimental aviation for a time to other countries better able to afford it. <box>12 93 139 162</box>
toc-row: The Directory of Sir Joseph Ward 4 <box>16 570 135 577</box>
divider <box>148 145 275 146</box>
column-2 <box>144 34 280 1624</box>
article-headline: HOTEL CHARGES JUMP <box>289 333 406 344</box>
